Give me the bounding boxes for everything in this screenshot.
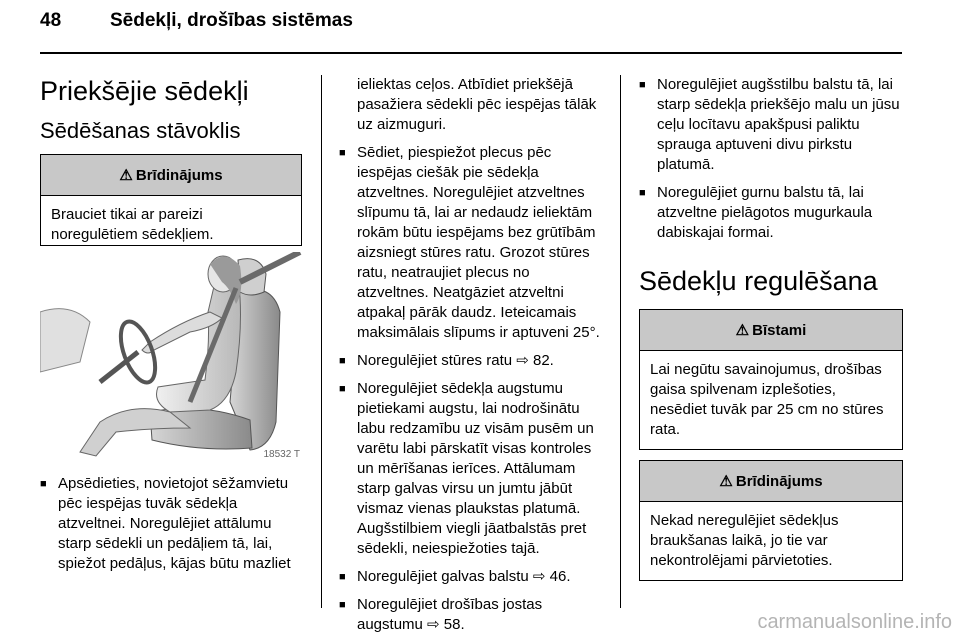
warning-triangle-icon: ⚠ — [735, 322, 750, 339]
column-3 — [639, 75, 903, 581]
warning-body: Brauciet tikai ar pareizi noregulētiem sēdekļiem. — [51, 206, 214, 243]
driver-seat-drawing — [40, 252, 302, 462]
warning-body: Nekad neregulējiet sēdekļus braukšanas laikā, jo tie var nekontrolējami pārvietoties. — [650, 512, 839, 569]
danger-body: Lai negūtu savainojumus, drošības gaisa spilvenam izplešoties, nesēdiet tuvāk par 25 cm no stūres rata. — [650, 361, 884, 438]
column-1-text — [40, 474, 302, 582]
warning-heading: Brīdinājums — [135, 166, 223, 184]
danger-box — [639, 309, 903, 450]
list-item: ■ Sēdiet, piespiežot plecus pēc iespējas ciešāk pie sēdekļa atzveltnes. Noregulējiet atzveltnes slīpumu tā, lai ar nedaudz ieliektām rokām būtu iespējams bez grūtībām aizsniegt stūres ratu. Grozot stūres ratu, neatraujiet plecus no atzveltnes. Neatgāziet atzveltni atpakaļ pārāk daudz. Ieteicamais maksimālais slīpums ir aptuveni 25°. — [339, 143, 603, 343]
warning-triangle-icon: ⚠ — [719, 473, 733, 490]
section-title-front-seats: Priekšējie sēdekļi — [40, 76, 249, 106]
subsection-title-seating-position: Sēdēšanas stāvoklis — [40, 118, 241, 143]
column-2 — [339, 75, 603, 643]
danger-box-header — [640, 310, 902, 351]
list-item: ■ Noregulējiet galvas balstu ⇨ 46. — [339, 567, 603, 587]
list-item: ■ Noregulējiet gurnu balstu tā, lai atzveltne pielāgotos mugurkaula dabiskajai formai. — [639, 183, 903, 243]
list-item: ■ Noregulējiet drošības jostas augstumu ⇨ 58. — [339, 595, 603, 635]
list-item: ■ Noregulējiet sēdekļa augstumu pietiekami augstu, lai nodrošinātu labu redzamību uz visām pusēm un varētu labi pārskatīt visas kontroles un mērīšanas ierīces. Attālumam starp galvas virsu un jumtu jābūt vismaz vienas plaukstas platumā. Augšstilbiem viegli jāatbalstās pret sēdekli, neiespiežoties tajā. — [339, 379, 603, 559]
seating-position-illustration — [40, 252, 302, 462]
chapter-title: Sēdekļi, drošības sistēmas — [110, 10, 353, 31]
list-item: ■ Noregulējiet stūres ratu ⇨ 82. — [339, 351, 603, 371]
warning-box-header — [41, 155, 301, 196]
list-item: ■ Noregulējiet augšstilbu balstu tā, lai starp sēdekļa priekšējo malu un jūsu ceļu locītavu apakšpusi paliktu sprauga aptuveni divu pirkstu platumā. — [639, 75, 903, 175]
column-1 — [40, 75, 302, 246]
danger-heading: Bīstami — [752, 321, 807, 339]
warning-box-header — [640, 461, 902, 502]
header-rule — [40, 52, 902, 54]
figure-number: 18532 T — [263, 449, 300, 460]
warning-box — [40, 154, 302, 246]
watermark: carmanualsonline.info — [757, 611, 952, 633]
section-title-seat-adjustment: Sēdekļu regulēšana — [639, 266, 878, 296]
continued-text: ieliektas ceļos. Atbīdiet priekšējā pasažiera sēdekli pēc iespējas tālāk uz aizmuguri. — [357, 76, 597, 133]
page-number: 48 — [40, 10, 62, 31]
warning-box — [639, 460, 903, 581]
warning-triangle-icon: ⚠ — [119, 167, 133, 184]
column-divider-1 — [321, 75, 322, 608]
warning-heading: Brīdinājums — [735, 472, 823, 490]
column-divider-2 — [620, 75, 621, 608]
list-item: ■ Apsēdieties, novietojot sēžamvietu pēc iespējas tuvāk sēdekļa atzveltnei. Noregulējiet attālumu starp sēdekli un pedāļiem tā, lai, spiežot pedāļus, kājas būtu mazliet — [40, 474, 302, 574]
